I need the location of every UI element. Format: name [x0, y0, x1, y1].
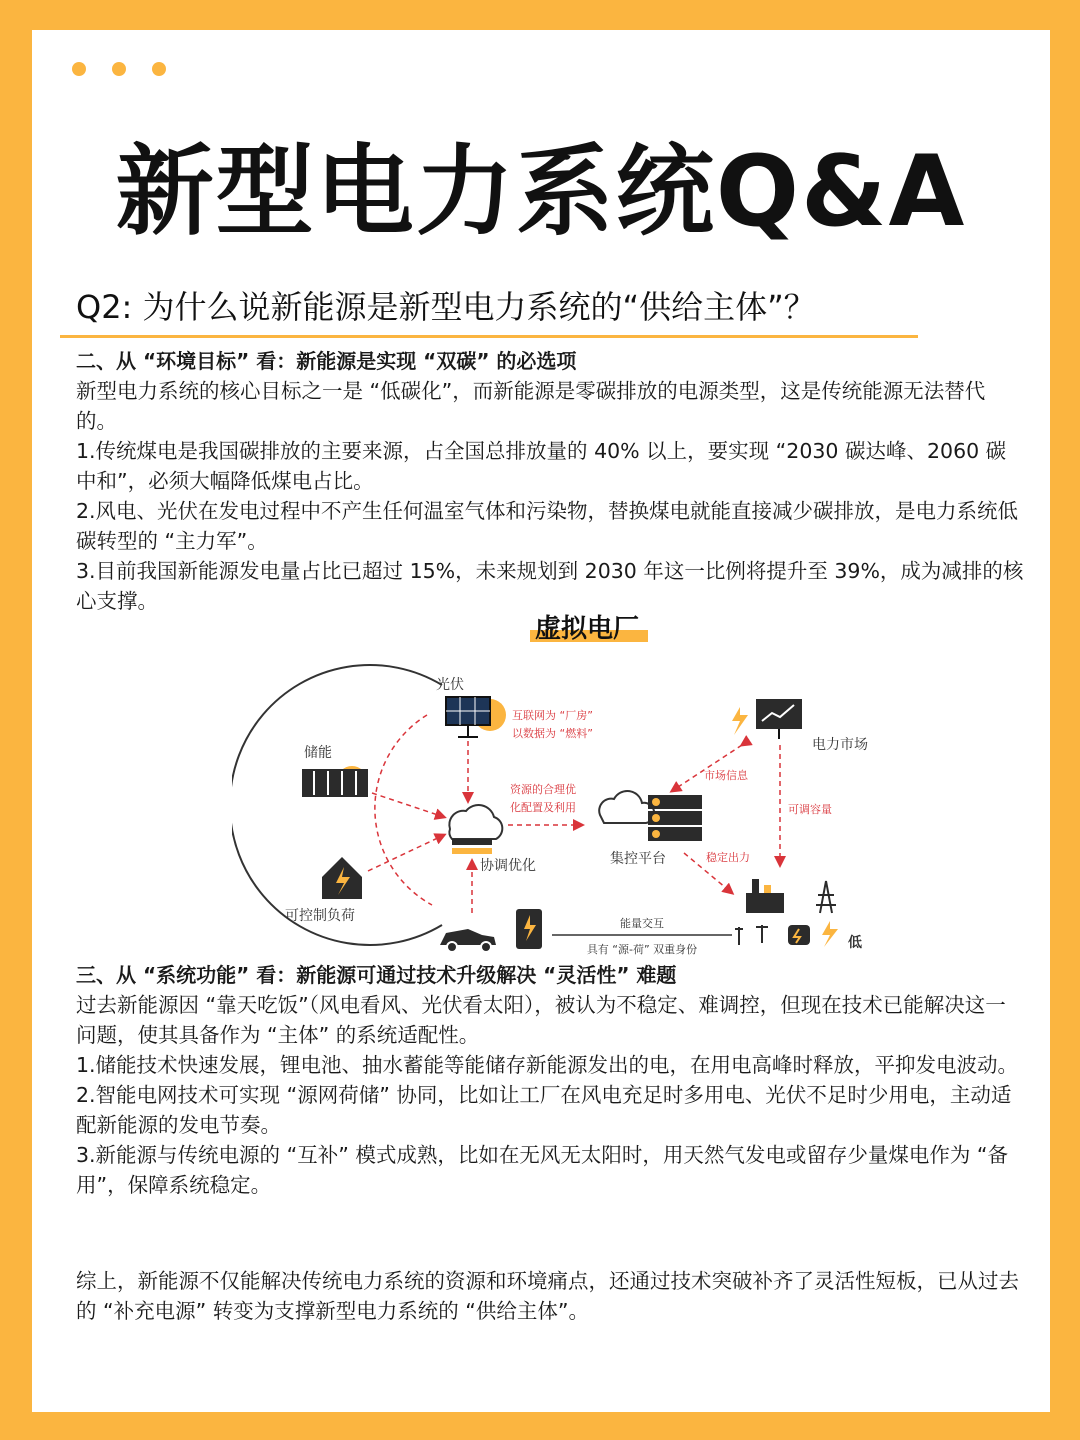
section-function	[76, 960, 1026, 1200]
coordinate-label: 协调优化	[480, 858, 536, 874]
diagram-title: 虚拟电厂	[534, 614, 640, 644]
list-item: 3.目前我国新能源发电量占比已超过 15%，未来规划到 2030 年这一比例将提升至 39%，成为减排的核心支撑。	[76, 559, 1024, 613]
market-chart-icon	[732, 699, 802, 739]
list-item: 3.新能源与传统电源的 “互补” 模式成熟，比如在无风无太阳时，用天然气发电或留存少量煤电作为 “备用”，保障系统稳定。	[76, 1143, 1008, 1197]
page-title: 新型电力系统Q&A	[115, 135, 967, 249]
cloud-icon	[449, 805, 502, 854]
paragraph: 过去新能源因 “靠天吃饭”（风电看风、光伏看太阳），被认为不稳定、难调控，但现在技术已能解决这一问题，使其具备作为 “主体” 的系统适配性。	[76, 993, 1006, 1047]
low-label: 低	[848, 935, 862, 951]
charger-icon	[516, 909, 542, 949]
window-dots	[72, 62, 166, 76]
storage-arrow	[372, 793, 444, 817]
conclusion	[76, 1266, 1026, 1326]
load-arrow	[368, 835, 444, 871]
dot-icon	[112, 62, 126, 76]
storage-icon	[302, 766, 368, 797]
cycle-arc	[232, 665, 442, 945]
house-icon	[322, 857, 362, 899]
virtual-power-plant-diagram	[232, 595, 872, 955]
list-item: 1.传统煤电是我国碳排放的主要来源，占全国总排放量的 40% 以上，要实现 “2030 碳达峰、2060 碳中和”，必须大幅降低煤电占比。	[76, 439, 1007, 493]
dual-identity-label: 具有 “源-荷” 双重身份	[586, 943, 698, 955]
list-item: 2.风电、光伏在发电过程中不产生任何温室气体和污染物，替换煤电就能直接减少碳排放，是电力系统低碳转型的 “主力军”。	[76, 499, 1019, 553]
section-heading: 二、从 “环境目标” 看：新能源是实现 “双碳” 的必选项	[76, 349, 577, 373]
question-heading: Q2: 为什么说新能源是新型电力系统的“供给主体”？	[76, 288, 816, 326]
question-underline	[60, 335, 918, 338]
platform-label: 集控平台	[610, 851, 666, 867]
list-item: 2.智能电网技术可实现 “源网荷储” 协同，比如让工厂在风电充足时多用电、光伏不足时少用电，主动适配新能源的发电节奏。	[76, 1083, 1012, 1137]
adjustable-label: 可调容量	[788, 803, 832, 816]
market-info-label: 市场信息	[704, 769, 748, 782]
server-icon	[599, 791, 702, 841]
section-environment	[76, 346, 1026, 616]
ev-car-icon	[440, 929, 496, 952]
market-info-arrow	[672, 745, 742, 791]
dot-icon	[72, 62, 86, 76]
solar-label: 光伏	[436, 677, 464, 693]
paragraph: 新型电力系统的核心目标之一是 “低碳化”，而新能源是零碳排放的电源类型，这是传统能源无法替代的。	[76, 379, 986, 433]
internet-note-2: 以数据为 “燃料”	[512, 727, 593, 740]
resource-note-2: 化配置及利用	[510, 801, 576, 814]
list-item: 1.储能技术快速发展，锂电池、抽水蓄能等能储存新能源发出的电，在用电高峰时释放，平抑发电波动。	[76, 1053, 1019, 1077]
internet-note-1: 互联网为 “厂房”	[512, 709, 593, 722]
storage-label: 储能	[304, 745, 332, 761]
dot-icon	[152, 62, 166, 76]
content-card	[32, 30, 1050, 1412]
solar-panel-icon	[446, 697, 506, 737]
stable-output-label: 稳定出力	[706, 851, 750, 864]
power-plant-icon	[735, 879, 838, 947]
section-heading: 三、从 “系统功能” 看：新能源可通过技术升级解决 “灵活性” 难题	[76, 963, 677, 987]
energy-exchange-label: 能量交互	[620, 917, 664, 930]
resource-note-1: 资源的合理优	[510, 783, 576, 796]
market-label: 电力市场	[812, 737, 868, 753]
conclusion-text: 综上，新能源不仅能解决传统电力系统的资源和环境痛点，还通过技术突破补齐了灵活性短板，已从过去的 “补充电源” 转变为支撑新型电力系统的 “供给主体”。	[76, 1269, 1019, 1323]
load-label: 可控制负荷	[285, 908, 355, 924]
